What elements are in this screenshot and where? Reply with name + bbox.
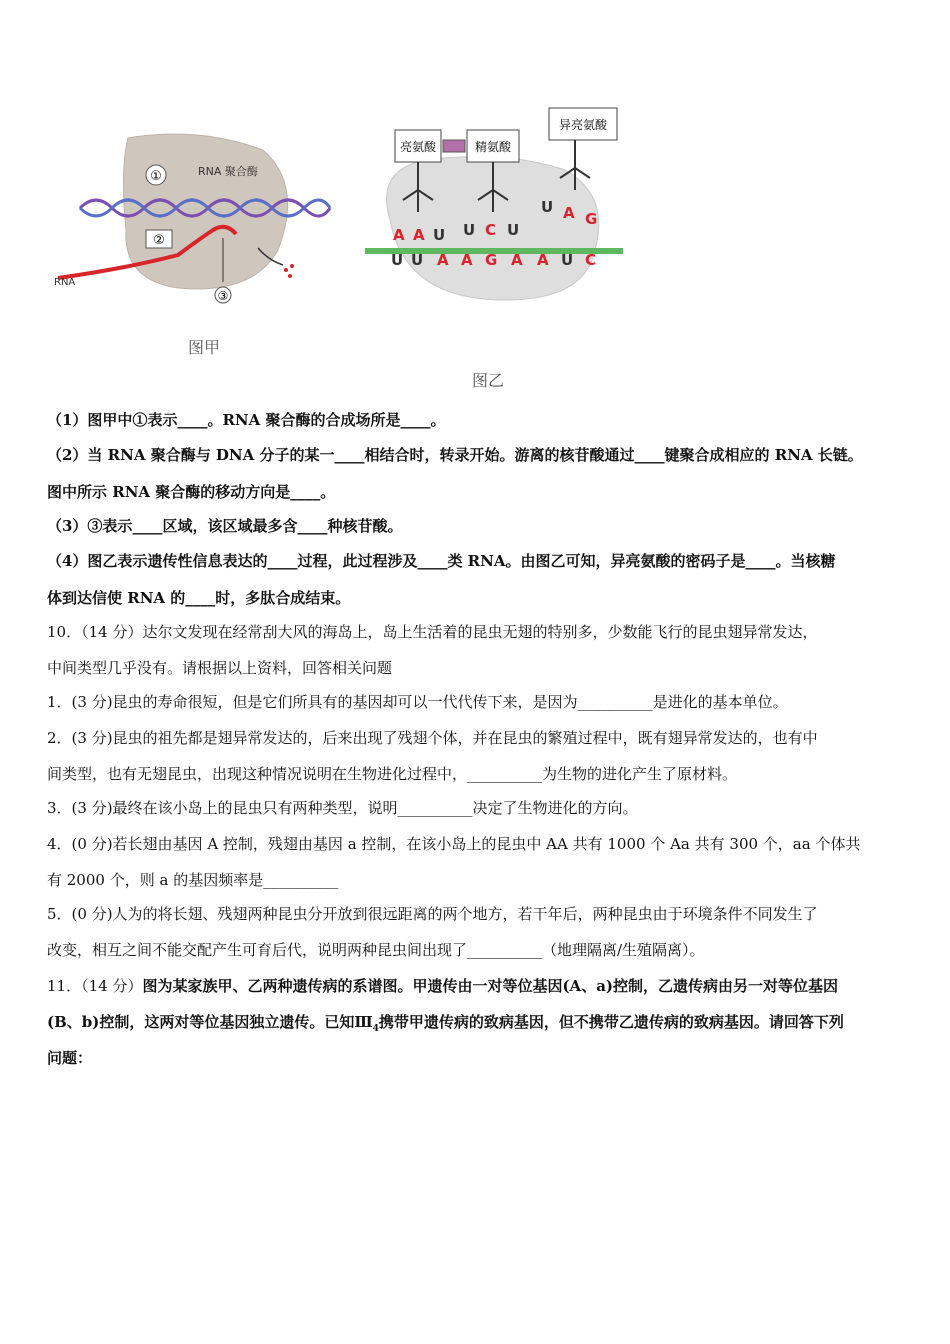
- question-10-4a: 4．(0 分)若长翅由基因 A 控制，残翅由基因 a 控制，在该小岛上的昆虫中 AA 共有 1000 个 Aa 共有 300 个，aa 个体共: [47, 835, 861, 853]
- question-10-1: 1．(3 分)昆虫的寿命很短，但是它们所具有的基因却可以一代代传下来，是因为__________是进化的基本单位。: [47, 693, 788, 711]
- amino-acid-ile: 异亮氨酸: [558, 118, 608, 132]
- label-circle-3: ③: [217, 289, 229, 303]
- mrna-base-4: A: [461, 251, 473, 269]
- mrna-base-5: G: [485, 251, 498, 269]
- amino-acid-arg: 精氨酸: [474, 140, 512, 154]
- question-9-4a: （4）图乙表示遗传性信息表达的____过程，此过程涉及____类 RNA。由图乙可知，异亮氨酸的密码子是____。当核糖: [47, 552, 836, 570]
- question-10-3: 3．(3 分)最终在该小岛上的昆虫只有两种类型，说明__________决定了生物进化的方向。: [47, 799, 638, 817]
- question-9-3: （3）③表示____区域，该区域最多含____种核苷酸。: [47, 517, 403, 535]
- label-circle-1: ①: [150, 169, 162, 184]
- question-11-stem-c: 问题：: [47, 1049, 93, 1067]
- question-10-4b: 有 2000 个，则 a 的基因频率是__________: [47, 871, 339, 889]
- figure-b-translation: [365, 100, 630, 310]
- question-11-text-a: 图为某家族甲、乙两种遗传病的系谱图。甲遗传由一对等位基因(A、a)控制，乙遗传病由另一对等位基因: [142, 977, 839, 995]
- question-11-stem-a: [47, 976, 838, 996]
- anticodon-1-base-3: U: [433, 226, 446, 244]
- peptide-bond: [443, 140, 465, 152]
- mrna-base-1: U: [391, 251, 404, 269]
- label-rna: RNA: [54, 277, 76, 288]
- question-10-2a: 2．(3 分)昆虫的祖先都是翅异常发达的，后来出现了残翅个体，并在昆虫的繁殖过程中，既有翅异常发达的，也有中: [47, 729, 818, 747]
- question-9-2b: 图中所示 RNA 聚合酶的移动方向是____。: [47, 483, 336, 501]
- label-rna-polymerase: RNA 聚合酶: [198, 165, 258, 178]
- mrna-base-6: A: [511, 251, 523, 269]
- question-11-text-b1: (B、b)控制，这两对等位基因独立遗传。已知Ⅲ: [47, 1013, 373, 1031]
- anticodon-2-base-3: U: [507, 221, 520, 239]
- anticodon-3-base-1: U: [541, 198, 554, 216]
- question-10-5a: 5．(0 分)人为的将长翅、残翅两种昆虫分开放到很远距离的两个地方，若干年后，两种昆虫由于环境条件不同发生了: [47, 905, 818, 923]
- mrna-base-3: A: [437, 251, 449, 269]
- question-10-stem-b: 中间类型几乎没有。请根据以上资料，回答相关问题: [47, 659, 393, 677]
- question-10-2b: 间类型，也有无翅昆虫，出现这种情况说明在生物进化过程中，__________为生物的进化产生了原材料。: [47, 765, 738, 783]
- question-10-stem-a: 10．（14 分）达尔文发现在经常刮大风的海岛上，岛上生活着的昆虫无翅的特别多，少数能飞行的昆虫翅异常发达，: [47, 623, 818, 641]
- question-9-2a: （2）当 RNA 聚合酶与 DNA 分子的某一____相结合时，转录开始。游离的核苷酸通过____键聚合成相应的 RNA 长链。: [47, 446, 863, 464]
- question-11-text-b2: 携带甲遗传病的致病基因，但不携带乙遗传病的致病基因。请回答下列: [378, 1013, 844, 1031]
- figure-a-transcription: [48, 130, 348, 310]
- figure-b-caption: 图乙: [472, 371, 505, 390]
- mrna-base-7: A: [537, 251, 549, 269]
- anticodon-1-base-2: A: [413, 226, 425, 244]
- amino-acid-leu: 亮氨酸: [399, 140, 437, 154]
- mrna-base-8: U: [561, 251, 574, 269]
- question-9-1: （1）图甲中①表示____。RNA 聚合酶的合成场所是____。: [47, 411, 446, 429]
- anticodon-1-base-1: A: [393, 226, 405, 244]
- mrna-base-9: C: [585, 251, 597, 269]
- anticodon-3-base-2: A: [563, 204, 575, 222]
- anticodon-2-base-1: U: [463, 221, 476, 239]
- question-11-stem-b: [47, 1012, 844, 1039]
- question-10-5b: 改变，相互之间不能交配产生可育后代，说明两种昆虫间出现了__________（地理隔离/生殖隔离）。: [47, 941, 705, 959]
- question-11-subscript: 4: [372, 1024, 379, 1034]
- mrna-base-2: U: [411, 251, 424, 269]
- anticodon-2-base-2: C: [485, 221, 497, 239]
- anticodon-3-base-3: G: [585, 210, 598, 228]
- question-9-4b: 体到达信使 RNA 的____时，多肽合成结束。: [47, 589, 351, 607]
- question-11-number: 11．（14 分）: [47, 977, 143, 995]
- label-circle-2: ②: [153, 233, 165, 248]
- figure-a-caption: 图甲: [188, 338, 221, 357]
